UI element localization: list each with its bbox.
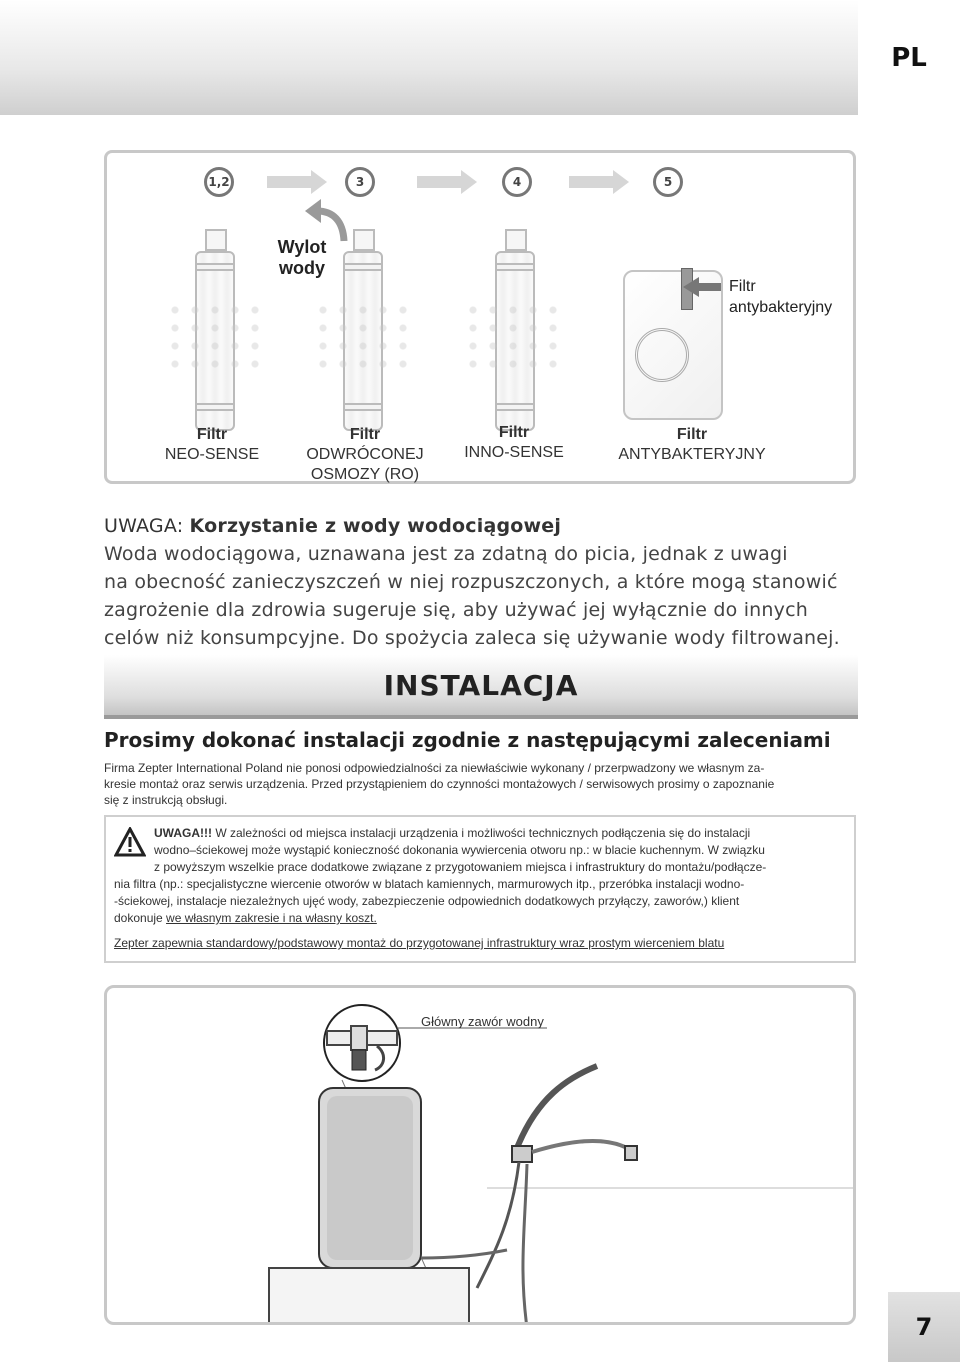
arrow-right-icon xyxy=(417,176,461,188)
dial-icon xyxy=(635,328,689,382)
step-badge: 3 xyxy=(345,167,375,197)
filter-label: Filtr NEO-SENSE xyxy=(164,426,260,463)
filter-label: Filtr ANTYBAKTERYJNY xyxy=(618,426,766,463)
filter-label: Filtr INNO-SENSE xyxy=(464,424,564,461)
step-badge: 4 xyxy=(502,167,532,197)
language-tab: PL xyxy=(891,42,927,73)
notice-line: Woda wodociągowa, uznawana jest za zdatną do picia, jednak z uwagi xyxy=(104,543,788,565)
filters-figure xyxy=(104,150,856,484)
top-header-band xyxy=(0,0,858,115)
water-outlet-callout: Wylot wody xyxy=(277,237,327,278)
notice-title: UWAGA: Korzystanie z wody wodociągowej xyxy=(104,515,562,537)
antibacterial-callout: Filtr antybakteryjny xyxy=(729,278,833,316)
tap-water-notice xyxy=(104,512,864,652)
arrow-right-icon xyxy=(613,170,629,194)
particles-decoration xyxy=(313,301,413,371)
warning-text-continued: z powyższym wszelkie prace dodatkowe związane z przygotowaniem miejsca i infrastruktury do montażu/podłącze- nia filtra (np.: specjalistyczne wiercenie otworów w blatach kamiennych, marmurowych itp., przeróbka instalacji wodno- -ściekowej, instalacje niezależnych ujęć wody, zabezpieczenie odpowiednich dodatkowych przyłączy, zaworów,) klient dokonuje we własnym zakresie i na własny koszt. xyxy=(114,860,767,925)
arrow-right-icon xyxy=(569,176,613,188)
arrow-right-icon xyxy=(267,176,311,188)
arrow-right-icon xyxy=(311,170,327,194)
notice-line: na obecność zanieczyszczeń w niej rozpuszczonych, a które mogą stanowić xyxy=(104,571,838,593)
step-badge: 5 xyxy=(653,167,683,197)
filter-label: Filtr ODWRÓCONEJ OSMOZY (RO) xyxy=(306,426,424,483)
warning-box xyxy=(104,815,856,963)
installation-diagram xyxy=(104,985,856,1325)
particles-decoration xyxy=(165,301,265,371)
particles-decoration xyxy=(463,301,563,371)
installation-illustration xyxy=(107,988,853,1322)
installation-disclaimer: Firma Zepter International Poland nie ponosi odpowiedzialności za niewłaściwie wykonany / przerpwadzony we własnym za- kresie montaż oraz serwis urządzenia. Przed przystąpieniem do czynności montażowych / serwisowych prosimy o zapoznanie się z instrukcją obsługi. xyxy=(104,761,775,807)
step-badge: 1,2 xyxy=(204,167,234,197)
notice-line: celów niż konsumpcyjne. Do spożycia zaleca się używanie wody filtrowanej. xyxy=(104,627,840,649)
installation-scope-note: Zepter zapewnia standardowy/podstawowy montaż do przygotowanej infrastruktury wraz prostym wierceniem blatu xyxy=(114,936,725,950)
warning-text: UWAGA!!! W zależności od miejsca instalacji urządzenia i możliwości technicznych podłączenia się do instalacji wodno–ściekowej może wystąpić konieczność dokonania wywiercenia otworu np.: w blacie kuchennym. W związku xyxy=(154,826,765,857)
main-valve-label: Główny zawór wodny xyxy=(421,1014,544,1029)
page-number: 7 xyxy=(888,1292,960,1362)
notice-line: zagrożenie dla zdrowia sugeruje się, aby używać jej wyłącznie do innych xyxy=(104,599,808,621)
installation-header: INSTALACJA xyxy=(104,655,858,719)
arrow-right-icon xyxy=(461,170,477,194)
installation-subtitle: Prosimy dokonać instalacji zgodnie z następującymi zaleceniami xyxy=(104,728,831,752)
warning-triangle-icon xyxy=(114,827,146,857)
pointer-arrow-icon xyxy=(683,275,723,299)
